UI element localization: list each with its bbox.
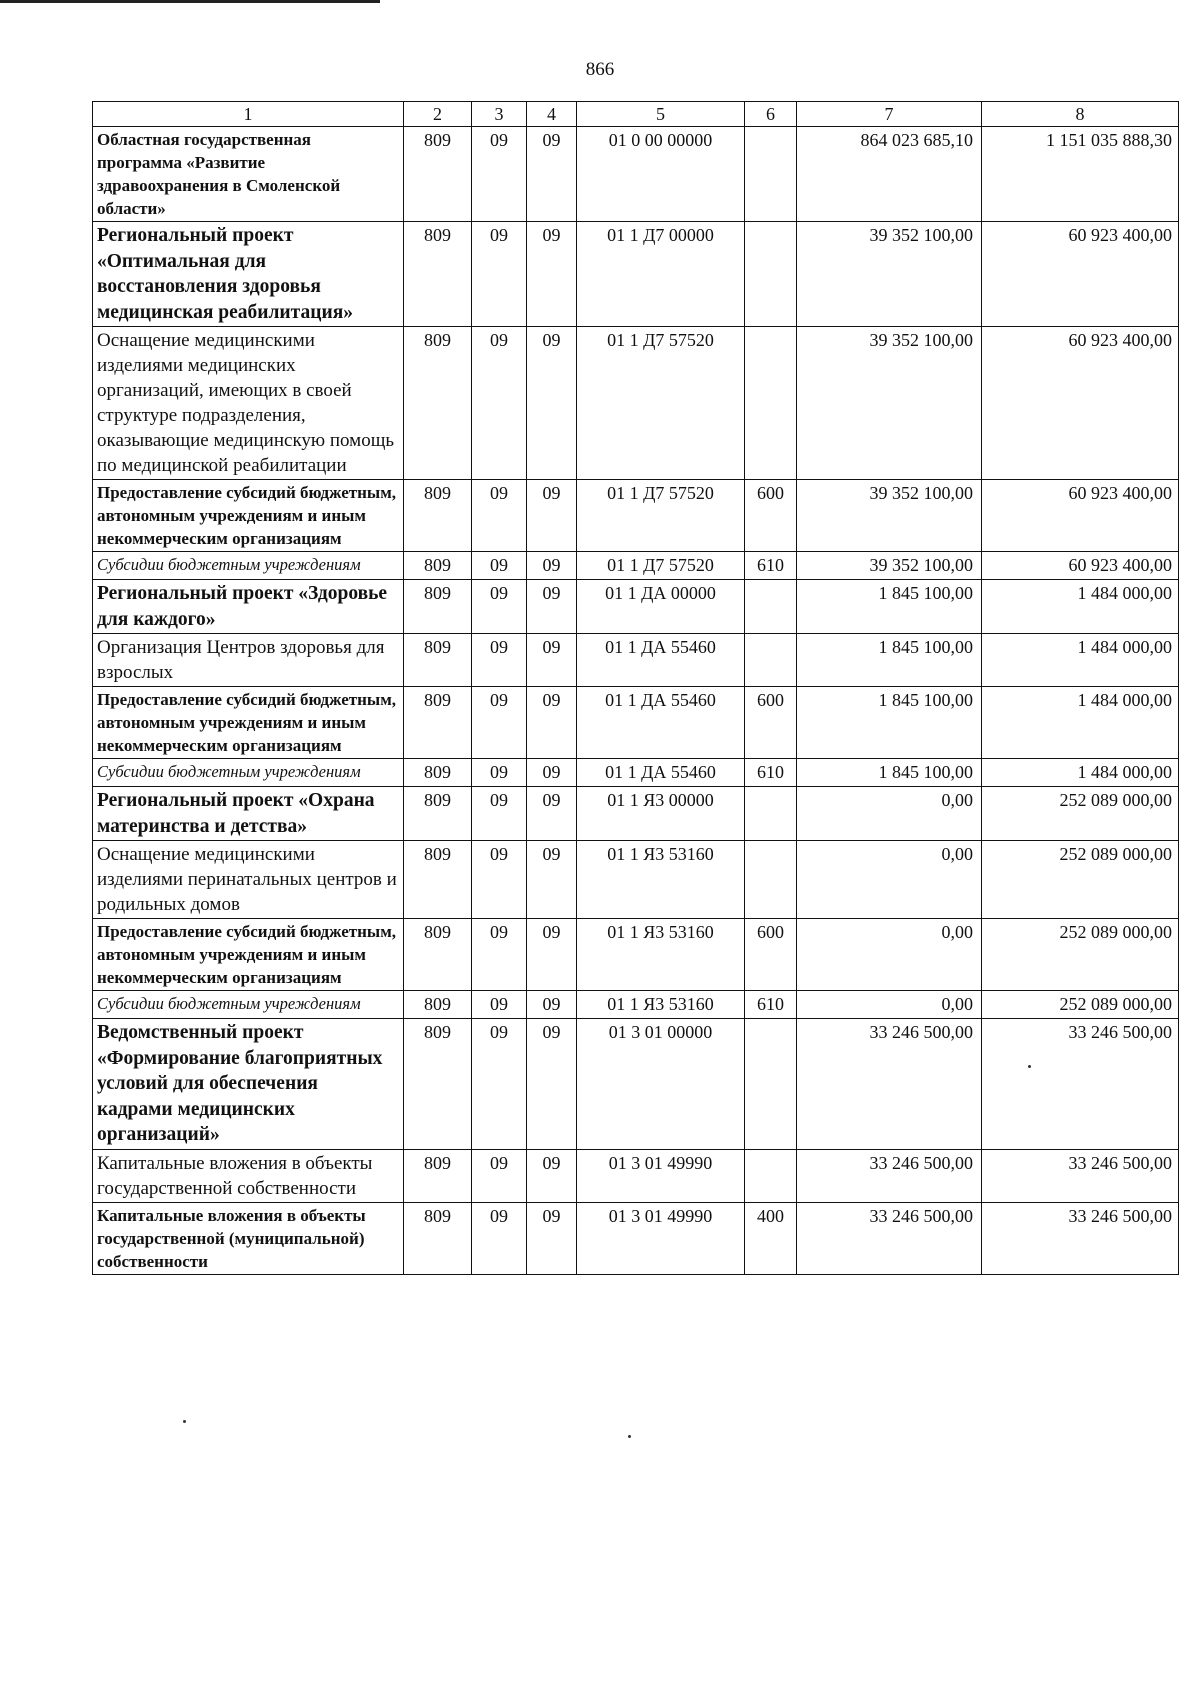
row-target-article-cell: 01 1 Я3 53160 [577, 841, 745, 919]
scan-speck [183, 1420, 186, 1423]
column-header: 5 [577, 102, 745, 127]
row-target-article-cell: 01 1 ДА 00000 [577, 580, 745, 634]
row-section-cell: 09 [472, 634, 527, 687]
row-subsection-cell: 09 [527, 327, 577, 480]
row-subsection-cell: 09 [527, 634, 577, 687]
row-target-article-cell: 01 1 ДА 55460 [577, 687, 745, 759]
row-section-cell: 09 [472, 552, 527, 580]
row-target-article-cell: 01 1 Д7 57520 [577, 552, 745, 580]
row-subsection-cell: 09 [527, 1019, 577, 1150]
row-admin-code-cell: 809 [404, 127, 472, 222]
row-amount-year1-cell: 39 352 100,00 [797, 552, 982, 580]
row-expense-type-cell [745, 1019, 797, 1150]
row-amount-year2-cell: 33 246 500,00 [982, 1149, 1179, 1202]
row-target-article-cell: 01 1 Я3 00000 [577, 787, 745, 841]
row-expense-type-cell: 610 [745, 552, 797, 580]
row-admin-code-cell: 809 [404, 759, 472, 787]
scan-edge-mark [0, 0, 380, 3]
row-amount-year2-cell: 1 484 000,00 [982, 687, 1179, 759]
row-expense-type-cell [745, 127, 797, 222]
row-admin-code-cell: 809 [404, 1149, 472, 1202]
row-amount-year2-cell: 60 923 400,00 [982, 480, 1179, 552]
row-amount-year1-cell: 39 352 100,00 [797, 327, 982, 480]
row-amount-year2-cell: 252 089 000,00 [982, 991, 1179, 1019]
row-expense-type-cell [745, 327, 797, 480]
table-row [93, 687, 1179, 759]
row-target-article-cell: 01 0 00 00000 [577, 127, 745, 222]
row-amount-year1-cell: 39 352 100,00 [797, 480, 982, 552]
row-expense-type-cell: 600 [745, 687, 797, 759]
row-target-article-cell: 01 3 01 49990 [577, 1149, 745, 1202]
table-row [93, 552, 1179, 580]
table-row [93, 991, 1179, 1019]
row-section-cell: 09 [472, 841, 527, 919]
row-admin-code-cell: 809 [404, 841, 472, 919]
row-amount-year2-cell: 33 246 500,00 [982, 1202, 1179, 1274]
row-section-cell: 09 [472, 1149, 527, 1202]
table-row [93, 1149, 1179, 1202]
table-row [93, 634, 1179, 687]
row-expense-type-cell [745, 580, 797, 634]
row-amount-year2-cell: 1 484 000,00 [982, 634, 1179, 687]
row-amount-year1-cell: 1 845 100,00 [797, 759, 982, 787]
table-row [93, 1019, 1179, 1150]
row-subsection-cell: 09 [527, 552, 577, 580]
row-admin-code-cell: 809 [404, 634, 472, 687]
column-header: 4 [527, 102, 577, 127]
row-amount-year2-cell: 60 923 400,00 [982, 327, 1179, 480]
row-subsection-cell: 09 [527, 787, 577, 841]
column-header: 3 [472, 102, 527, 127]
row-admin-code-cell: 809 [404, 919, 472, 991]
row-amount-year2-cell: 252 089 000,00 [982, 787, 1179, 841]
row-section-cell: 09 [472, 1019, 527, 1150]
row-section-cell: 09 [472, 759, 527, 787]
row-subsection-cell: 09 [527, 480, 577, 552]
table-row [93, 222, 1179, 327]
row-name-cell: Оснащение медицинскими изделиями перинатальных центров и родильных домов [93, 841, 404, 919]
row-admin-code-cell: 809 [404, 580, 472, 634]
row-amount-year1-cell: 0,00 [797, 787, 982, 841]
row-name-cell: Субсидии бюджетным учреждениям [93, 552, 404, 580]
row-amount-year1-cell: 39 352 100,00 [797, 222, 982, 327]
column-header: 1 [93, 102, 404, 127]
row-amount-year2-cell: 252 089 000,00 [982, 919, 1179, 991]
row-section-cell: 09 [472, 919, 527, 991]
row-name-cell: Организация Центров здоровья для взрослых [93, 634, 404, 687]
row-subsection-cell: 09 [527, 580, 577, 634]
column-header: 8 [982, 102, 1179, 127]
row-subsection-cell: 09 [527, 687, 577, 759]
table-row [93, 580, 1179, 634]
row-name-cell: Региональный проект «Здоровье для каждого» [93, 580, 404, 634]
column-header: 7 [797, 102, 982, 127]
row-amount-year2-cell: 1 151 035 888,30 [982, 127, 1179, 222]
row-target-article-cell: 01 1 Я3 53160 [577, 991, 745, 1019]
row-target-article-cell: 01 1 Д7 57520 [577, 327, 745, 480]
row-section-cell: 09 [472, 787, 527, 841]
column-header: 2 [404, 102, 472, 127]
table-row [93, 919, 1179, 991]
row-name-cell: Предоставление субсидий бюджетным, автономным учреждениям и иным некоммерческим организациям [93, 480, 404, 552]
row-target-article-cell: 01 1 ДА 55460 [577, 759, 745, 787]
table-row [93, 480, 1179, 552]
row-expense-type-cell [745, 841, 797, 919]
row-admin-code-cell: 809 [404, 1202, 472, 1274]
row-expense-type-cell: 600 [745, 919, 797, 991]
row-admin-code-cell: 809 [404, 787, 472, 841]
row-name-cell: Субсидии бюджетным учреждениям [93, 759, 404, 787]
row-amount-year2-cell: 33 246 500,00 [982, 1019, 1179, 1150]
row-amount-year2-cell: 1 484 000,00 [982, 759, 1179, 787]
row-subsection-cell: 09 [527, 127, 577, 222]
row-amount-year1-cell: 1 845 100,00 [797, 580, 982, 634]
row-name-cell: Субсидии бюджетным учреждениям [93, 991, 404, 1019]
row-amount-year2-cell: 60 923 400,00 [982, 222, 1179, 327]
row-subsection-cell: 09 [527, 222, 577, 327]
row-subsection-cell: 09 [527, 841, 577, 919]
row-name-cell: Региональный проект «Оптимальная для восстановления здоровья медицинская реабилитация» [93, 222, 404, 327]
row-name-cell: Ведомственный проект «Формирование благоприятных условий для обеспечения кадрами медицинских организаций» [93, 1019, 404, 1150]
table-row [93, 787, 1179, 841]
row-section-cell: 09 [472, 480, 527, 552]
row-amount-year1-cell: 33 246 500,00 [797, 1149, 982, 1202]
row-amount-year1-cell: 1 845 100,00 [797, 687, 982, 759]
column-number-row [93, 102, 1179, 127]
row-section-cell: 09 [472, 991, 527, 1019]
row-target-article-cell: 01 3 01 49990 [577, 1202, 745, 1274]
row-subsection-cell: 09 [527, 1202, 577, 1274]
row-admin-code-cell: 809 [404, 327, 472, 480]
page-number: 866 [585, 59, 615, 80]
row-admin-code-cell: 809 [404, 1019, 472, 1150]
row-name-cell: Капитальные вложения в объекты государственной (муниципальной) собственности [93, 1202, 404, 1274]
row-expense-type-cell [745, 222, 797, 327]
row-admin-code-cell: 809 [404, 991, 472, 1019]
row-name-cell: Предоставление субсидий бюджетным, автономным учреждениям и иным некоммерческим организациям [93, 919, 404, 991]
row-amount-year1-cell: 0,00 [797, 991, 982, 1019]
row-target-article-cell: 01 1 Д7 00000 [577, 222, 745, 327]
row-amount-year2-cell: 1 484 000,00 [982, 580, 1179, 634]
scan-speck [1028, 1065, 1031, 1068]
row-section-cell: 09 [472, 687, 527, 759]
row-target-article-cell: 01 1 ДА 55460 [577, 634, 745, 687]
row-subsection-cell: 09 [527, 919, 577, 991]
row-expense-type-cell [745, 787, 797, 841]
row-name-cell: Областная государственная программа «Развитие здравоохранения в Смоленской области» [93, 127, 404, 222]
row-section-cell: 09 [472, 327, 527, 480]
row-subsection-cell: 09 [527, 759, 577, 787]
row-amount-year2-cell: 60 923 400,00 [982, 552, 1179, 580]
row-expense-type-cell: 610 [745, 991, 797, 1019]
row-target-article-cell: 01 1 Я3 53160 [577, 919, 745, 991]
row-target-article-cell: 01 1 Д7 57520 [577, 480, 745, 552]
column-header: 6 [745, 102, 797, 127]
row-expense-type-cell [745, 634, 797, 687]
row-admin-code-cell: 809 [404, 480, 472, 552]
row-expense-type-cell: 400 [745, 1202, 797, 1274]
row-subsection-cell: 09 [527, 991, 577, 1019]
row-amount-year1-cell: 1 845 100,00 [797, 634, 982, 687]
row-amount-year1-cell: 33 246 500,00 [797, 1202, 982, 1274]
row-admin-code-cell: 809 [404, 552, 472, 580]
row-section-cell: 09 [472, 127, 527, 222]
row-target-article-cell: 01 3 01 00000 [577, 1019, 745, 1150]
table-row [93, 841, 1179, 919]
table-row [93, 327, 1179, 480]
row-amount-year1-cell: 33 246 500,00 [797, 1019, 982, 1150]
budget-table [92, 101, 1179, 1275]
row-amount-year1-cell: 0,00 [797, 919, 982, 991]
row-amount-year1-cell: 0,00 [797, 841, 982, 919]
row-expense-type-cell: 610 [745, 759, 797, 787]
scan-speck [628, 1435, 631, 1438]
table-body [93, 102, 1179, 1275]
row-expense-type-cell [745, 1149, 797, 1202]
row-section-cell: 09 [472, 580, 527, 634]
row-section-cell: 09 [472, 1202, 527, 1274]
row-name-cell: Региональный проект «Охрана материнства и детства» [93, 787, 404, 841]
row-name-cell: Капитальные вложения в объекты государственной собственности [93, 1149, 404, 1202]
row-subsection-cell: 09 [527, 1149, 577, 1202]
row-name-cell: Предоставление субсидий бюджетным, автономным учреждениям и иным некоммерческим организациям [93, 687, 404, 759]
row-name-cell: Оснащение медицинскими изделиями медицинских организаций, имеющих в своей структуре подразделения, оказывающие медицинскую помощь по медицинской реабилитации [93, 327, 404, 480]
row-section-cell: 09 [472, 222, 527, 327]
table-row [93, 127, 1179, 222]
row-admin-code-cell: 809 [404, 222, 472, 327]
row-admin-code-cell: 809 [404, 687, 472, 759]
row-amount-year2-cell: 252 089 000,00 [982, 841, 1179, 919]
row-amount-year1-cell: 864 023 685,10 [797, 127, 982, 222]
row-expense-type-cell: 600 [745, 480, 797, 552]
table-row [93, 1202, 1179, 1274]
table-row [93, 759, 1179, 787]
